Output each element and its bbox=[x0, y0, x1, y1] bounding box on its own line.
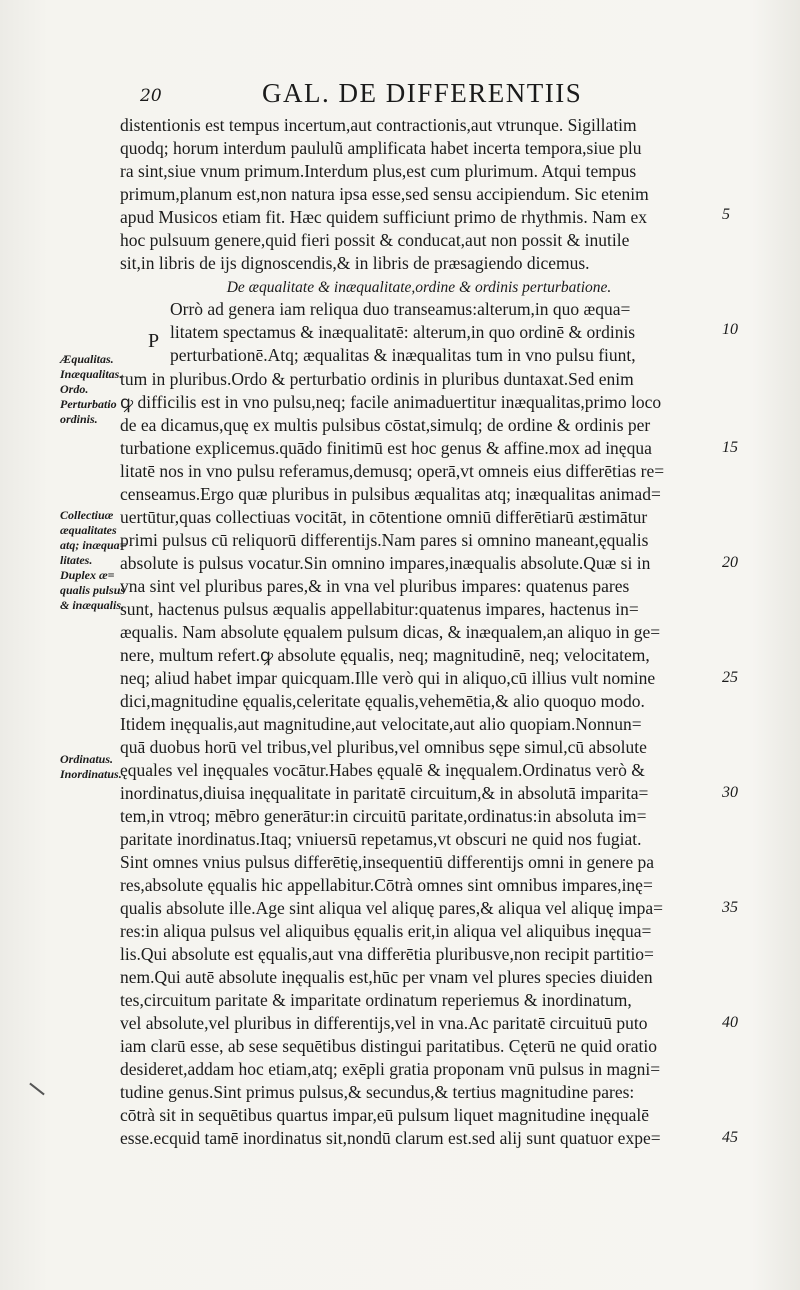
line-number: 25 bbox=[722, 669, 738, 686]
text-line: res:in aliqua pulsus vel aliquibus ęqualis erit,in aliqua vel aliquibus inęqua= bbox=[120, 921, 652, 941]
text-line: Orrò ad genera iam reliqua duo transeamus:alterum,in quo æqua= bbox=[170, 299, 631, 319]
marginal-note-line: Duplex æ= bbox=[60, 568, 115, 582]
marginal-note bbox=[60, 352, 122, 427]
text-line: desideret,addam hoc etiam,atq; exēpli gratia proponam vnū pulsus in magni= bbox=[120, 1059, 661, 1079]
text-line: ęquales vel inęquales vocātur.Habes ęqualē & inęqualem.Ordinatus verò & bbox=[120, 760, 645, 780]
text-line: censeamus.Ergo quæ pluribus in pulsibus æqualitas atq; inæqualitas animad= bbox=[120, 484, 661, 504]
text-line: perturbationē.Atq; æqualitas & inæqualitas tum in vno pulsu fiunt, bbox=[170, 345, 636, 365]
running-title: GAL. DE DIFFERENTIIS bbox=[262, 78, 583, 108]
line-number: 20 bbox=[722, 554, 738, 571]
text-line: paritate inordinatus.Itaq; vniuersū repetamus,vt obscuri ne quid nos fugiat. bbox=[120, 829, 642, 849]
marginal-note-line: Ordinatus. bbox=[60, 752, 114, 766]
text-line: nere, multum refert.ꝙ absolute ęqualis, neq; magnitudinē, neq; velocitatem, bbox=[120, 645, 650, 665]
text-line: tes,circuitum paritate & imparitate ordinatum reperiemus & inordinatum, bbox=[120, 990, 632, 1010]
text-line: qualis absolute ille.Age sint aliqua vel aliquę pares,& aliqua vel aliquę impa= bbox=[120, 898, 663, 918]
text-line: vna sint vel pluribus pares,& in vna vel pluribus impares: quatenus pares bbox=[120, 576, 630, 596]
text-line: esse.ecquid tamē inordinatus sit,nondū clarum est.sed alij sunt quatuor expe= bbox=[120, 1128, 661, 1148]
text-line: hoc pulsuum genere,quid fieri possit & conducat,aut non possit & inutile bbox=[120, 230, 630, 250]
text-line: æqualis. Nam absolute ęqualem pulsum dicas, & inæqualem,an aliquo in ge= bbox=[120, 622, 661, 642]
line-number: 15 bbox=[722, 439, 738, 456]
marginal-note-line: & inæqualis. bbox=[60, 598, 125, 612]
text-line: primi pulsus cū reliquorū differentijs.Nam pares si omnino maneant,ęqualis bbox=[120, 530, 649, 550]
text-line: lis.Qui absolute est ęqualis,aut vna differētia pluribusve,non recipit partitio= bbox=[120, 944, 654, 964]
text-line: dici,magnitudine ęqualis,celeritate ęqualis,vehemētia,& alio quoquo modo. bbox=[120, 691, 645, 711]
drop-cap: P bbox=[148, 330, 160, 352]
text-line: Sint omnes vnius pulsus differētię,insequentiū differentijs omni in genere pa bbox=[120, 852, 654, 872]
marginal-note bbox=[60, 752, 122, 782]
line-number: 40 bbox=[722, 1014, 738, 1031]
marginal-note-line: æqualitates bbox=[60, 523, 117, 537]
text-line: uertūtur,quas collectiuas vocitāt, in cōtentione omniū differētiarū æstimātur bbox=[120, 507, 648, 527]
line-number: 10 bbox=[722, 321, 738, 338]
text-line: neq; aliud habet impar quicquam.Ille verò qui in aliquo,cū illius vult nomine bbox=[120, 668, 656, 688]
text-line: vel absolute,vel pluribus in differentijs,vel in vna.Ac paritatē circuituū puto bbox=[120, 1013, 648, 1033]
marginal-note-line: Ordo. bbox=[60, 382, 89, 396]
text-line: apud Musicos etiam fit. Hæc quidem sufficiunt primo de rhythmis. Nam ex bbox=[120, 207, 648, 227]
text-line: nem.Qui autē absolute inęqualis est,hūc per vnam vel plures species diuiden bbox=[120, 967, 653, 987]
marginal-note-line: Inordinatus. bbox=[60, 767, 122, 781]
text-line: quā duobus horū vel tribus,vel pluribus,vel omnibus sępe simul,cū absolute bbox=[120, 737, 647, 757]
marginal-note-line: Inæqualitas. bbox=[60, 367, 123, 381]
line-number: 35 bbox=[722, 899, 738, 916]
marginal-note-line: Æqualitas. bbox=[60, 352, 114, 366]
text-line: Itidem inęqualis,aut magnitudine,aut velocitate,aut alio quopiam.Nonnun= bbox=[120, 714, 642, 734]
folio-number: 20 bbox=[140, 86, 162, 106]
marginal-note-line: atq; inæqua= bbox=[60, 538, 127, 552]
text-line: primum,planum est,non natura ipsa esse,sed sensu accipiendum. Sic etenim bbox=[120, 184, 649, 204]
text-line: litatē nos in vno pulsu referamus,demusq; operā,vt omneis eius differētias re= bbox=[120, 461, 665, 481]
marginal-note-line: litates. bbox=[60, 553, 93, 567]
text-line: ra sint,siue vnum primum.Interdum plus,est cum plurimum. Atqui tempus bbox=[120, 161, 637, 181]
text-line: tudine genus.Sint primus pulsus,& secundus,& tertius magnitudine pares: bbox=[120, 1082, 635, 1102]
text-line: inordinatus,diuisa inęqualitate in paritatē circuitum,& in absolutā imparita= bbox=[120, 783, 649, 803]
text-line: turbatione explicemus.quādo finitimū est hoc genus & affine.mox ad inęqua bbox=[120, 438, 652, 458]
text-line: sit,in libris de ijs dignoscendis,& in libris de præsagiendo dicemus. bbox=[120, 253, 590, 273]
line-number: 5 bbox=[722, 206, 730, 223]
marginal-note-line: Perturbatio bbox=[60, 397, 117, 411]
text-line: tem,in vtroq; mēbro generātur:in circuitū paritate,ordinatus:in absoluta im= bbox=[120, 806, 647, 826]
text-line: ꝙ difficilis est in vno pulsu,neq; facile animaduertitur inæqualitas,primo loco bbox=[120, 392, 662, 412]
text-line: res,absolute ęqualis hic appellabitur.Cōtrà omnes sint omnibus impares,inę= bbox=[120, 875, 653, 895]
marginal-note-line: ordinis. bbox=[60, 412, 98, 426]
text-line: de ea dicamus,quę ex multis pulsibus cōstat,simulq; de ordine & ordinis per bbox=[120, 415, 651, 435]
marginal-note-line: qualis pulsus bbox=[60, 583, 126, 597]
text-line: distentionis est tempus incertum,aut contractionis,aut vtrunque. Sigillatim bbox=[120, 115, 637, 135]
marginal-note-line: Collectiuæ bbox=[60, 508, 114, 522]
marginal-note bbox=[60, 508, 127, 613]
text-line: litatem spectamus & inæqualitatē: alterum,in quo ordinē & ordinis bbox=[170, 322, 636, 342]
text-line: quodq; horum interdum paululũ amplificata habet incerta tempora,siue plu bbox=[120, 138, 642, 158]
section-heading: De æqualitate & inæqualitate,ordine & ordinis perturbatione. bbox=[226, 279, 612, 296]
line-number: 30 bbox=[722, 784, 738, 801]
line-number: 45 bbox=[722, 1129, 738, 1146]
margin-pen-mark bbox=[29, 1083, 44, 1096]
text-line: tum in pluribus.Ordo & perturbatio ordinis in pluribus duntaxat.Sed enim bbox=[120, 369, 634, 389]
text-line: sunt, hactenus pulsus æqualis appellabitur:quatenus impares, hactenus in= bbox=[120, 599, 639, 619]
text-line: iam clarū esse, ab sese sequētibus distingui paritatibus. Cęterū ne quid oratio bbox=[120, 1036, 658, 1056]
text-line: absolute is pulsus vocatur.Sin omnino impares,inæqualis absolute.Quæ si in bbox=[120, 553, 651, 573]
text-line: cōtrà sit in sequētibus quartus impar,eū pulsum liquet magnitudine inęqualē bbox=[120, 1105, 650, 1125]
